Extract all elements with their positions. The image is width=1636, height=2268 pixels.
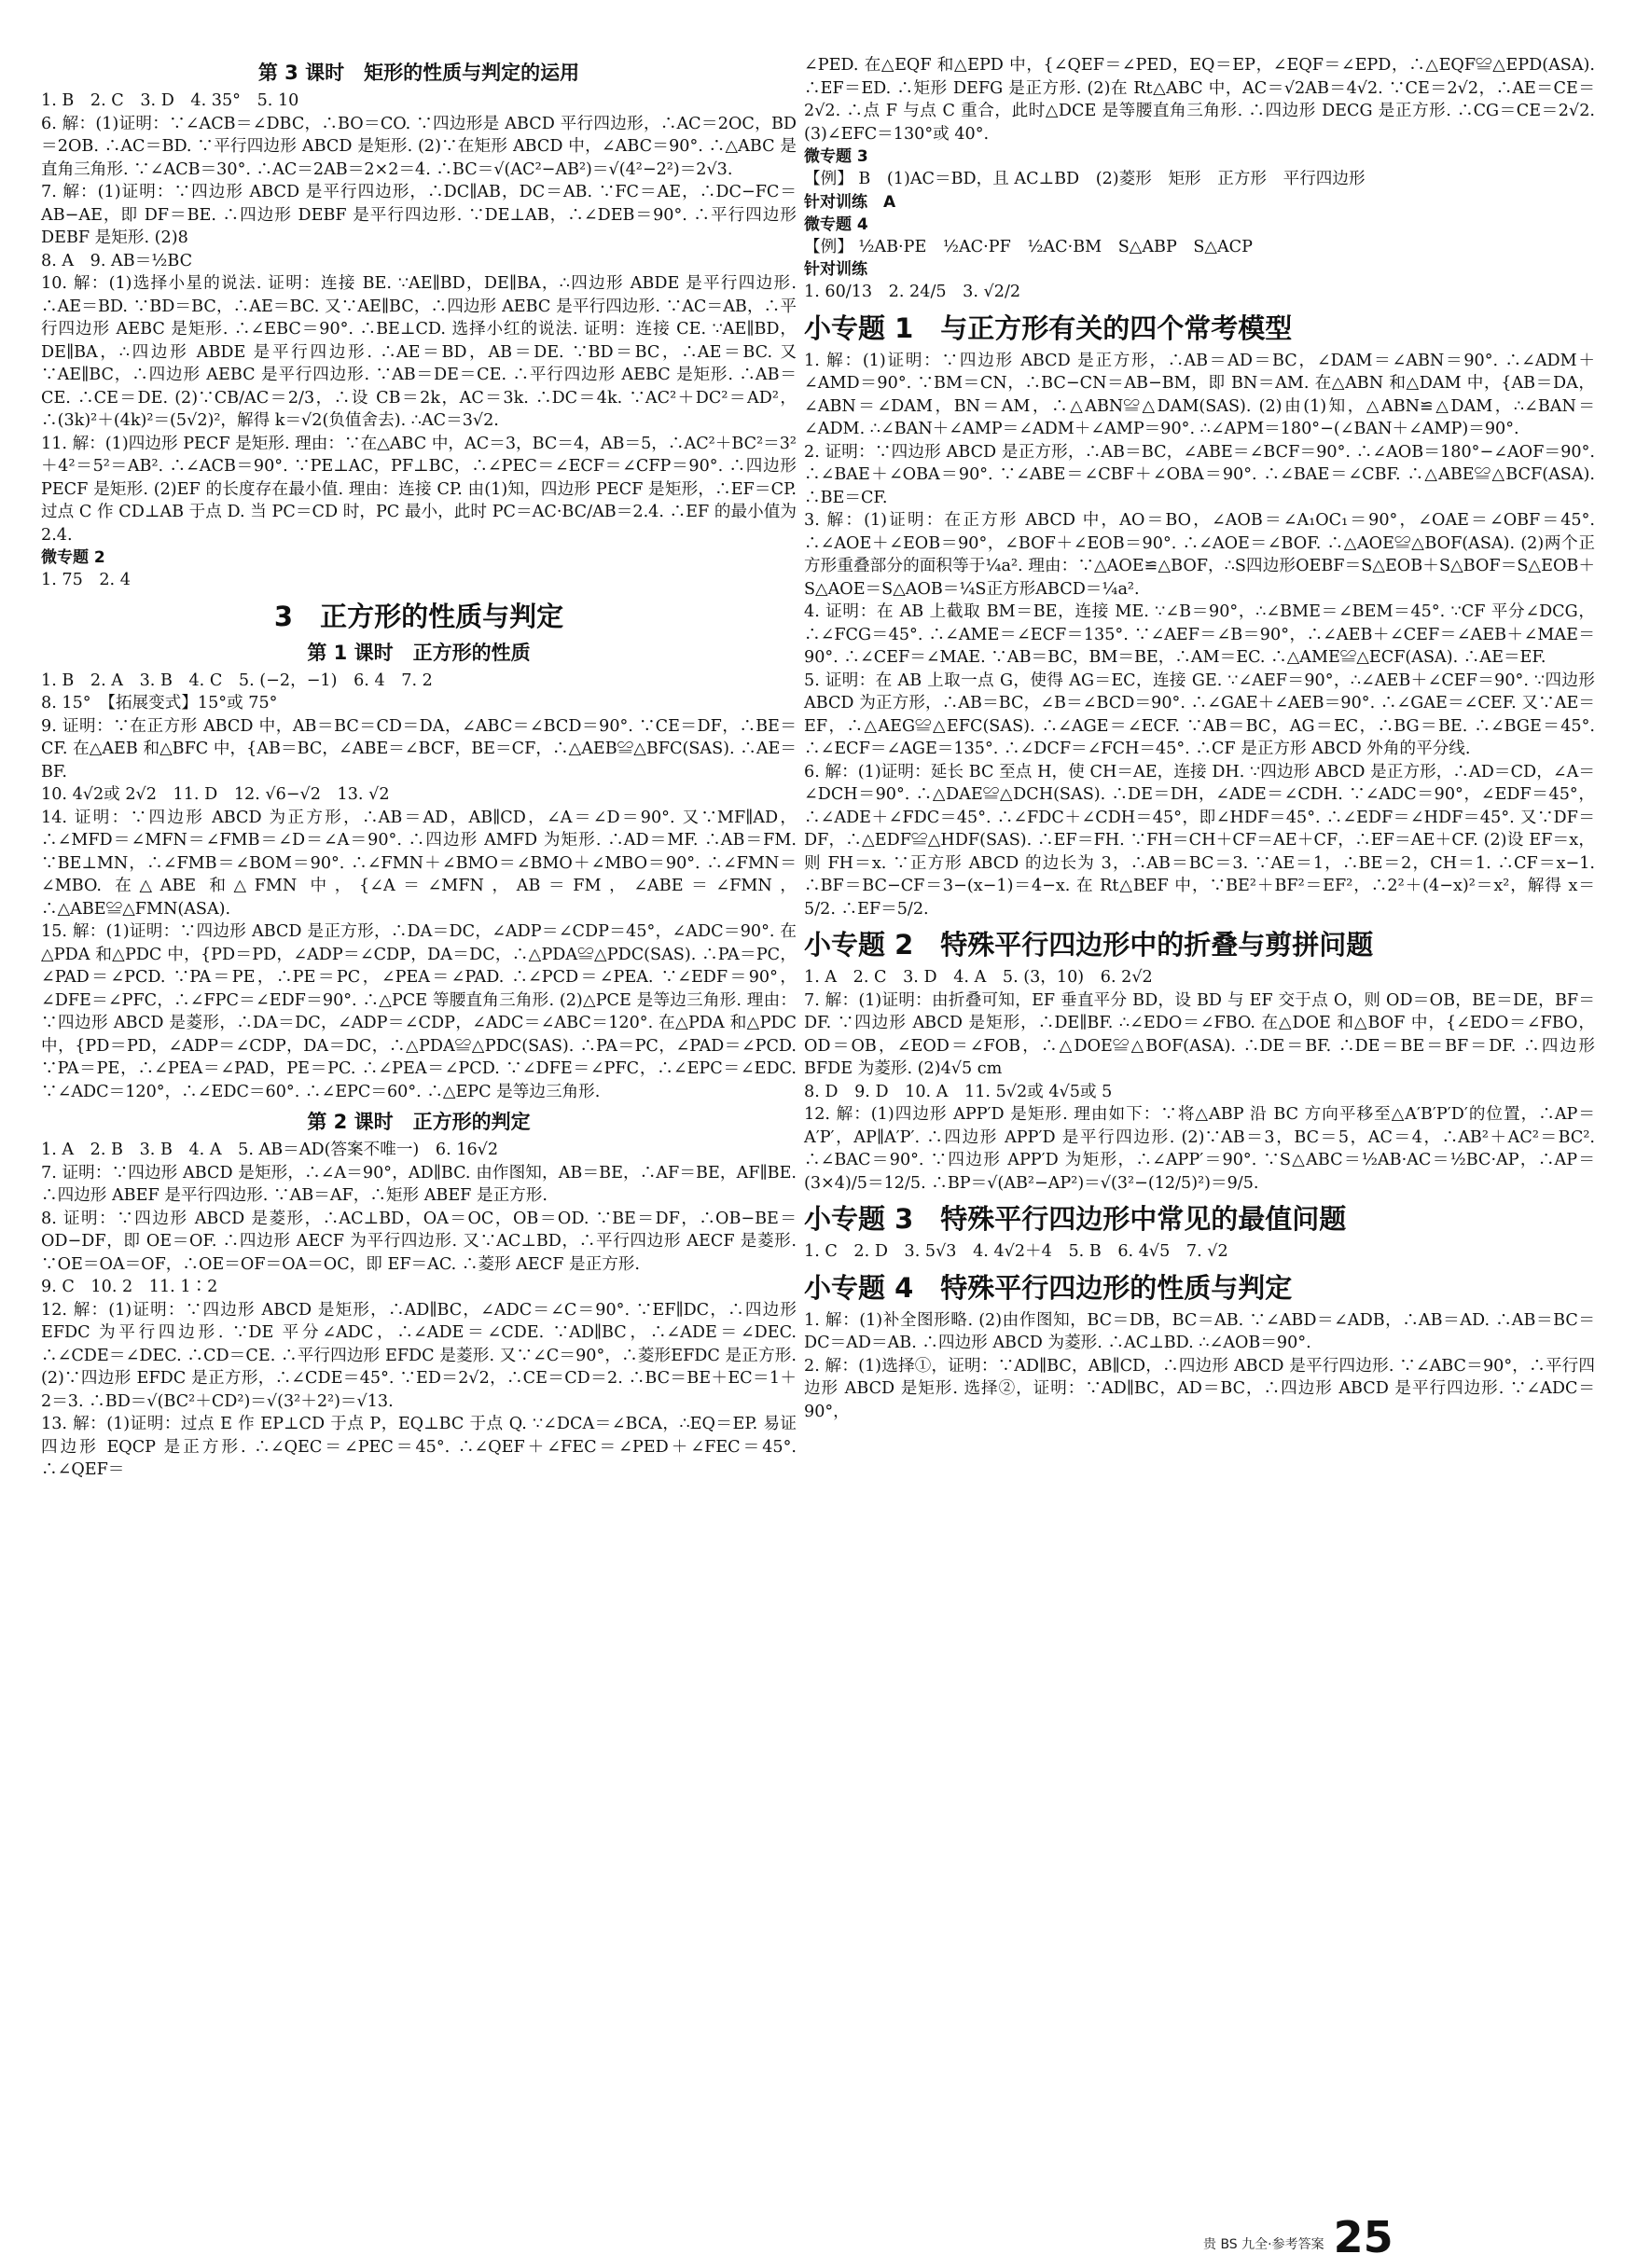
answer-paragraph: ∠PED. 在△EQF 和△EPD 中，{∠QEF＝∠PED，EQ＝EP，∠EQF＝∠EPD，∴△EQF≌△EPD(ASA). ∴EF＝ED. ∴矩形 DEFG 是正方形. (2)在 Rt△ABC 中，AC＝√2AB＝4√2. ∵CE＝2√2，∴AE＝CE＝2√2. ∴点 F 与点 C 重合，此时△DCE 是等腰直角三角形. ∴四边形 DECG 是正方形. ∴CG＝CE＝2√2. (3)∠EFC＝130°或 40°. <box>804 56 1595 144</box>
lesson-title-square-properties: 第 1 课时 正方形的性质 <box>307 641 531 664</box>
lesson-title-rect-application: 第 3 课时 矩形的性质与判定的运用 <box>257 62 580 84</box>
answer-paragraph: 1. 75 2. 4 <box>41 571 131 589</box>
answer-paragraph: 6. 解：(1)证明：延长 BC 至点 H，使 CH＝AE，连接 DH. ∵四边形 ABCD 是正方形，∴AD＝CD，∠A＝∠DCH＝90°. ∴△DAE≌△DCH(SAS). ∴DE＝DH，∠ADE＝∠CDH. ∵∠ADC＝90°，∠EDF＝45°，∴∠ADE＋∠FDC＝45°. ∴∠FDC＋∠CDH＝45°，即∠HDF＝45°. ∴∠EDF＝∠HDF＝45°. 又∵DF＝DF，∴△EDF≌△HDF(SAS). ∴EF＝FH. ∵FH＝CH＋CF＝AE＋CF，∴EF＝AE＋CF. (2)设 EF＝x，则 FH＝x. ∵正方形 ABCD 的边长为 3，∴AB＝BC＝3. ∵AE＝1，∴BE＝2，CH＝1. ∴CF＝x−1. ∴BF＝BC−CF＝3−(x−1)＝4−x. 在 Rt△BEF 中，∵BE²＋BF²＝EF²，∴2²＋(4−x)²＝x²，解得 x＝5/2. ∴EF＝5/2. <box>804 762 1595 919</box>
topic-title-2: 小专题 2 特殊平行四边形中的折叠与剪拼问题 <box>804 929 1374 961</box>
page-number: 25 <box>1333 2212 1393 2262</box>
practice-heading: 针对训练 A <box>804 192 896 212</box>
answer-paragraph: 7. 解：(1)证明：由折叠可知，EF 垂直平分 BD，设 BD 与 EF 交于点 O，则 OD＝OB，BE＝DE，BF＝DF. ∵四边形 ABCD 是矩形，∴DE∥BF. ∴∠EDO＝∠FBO. 在△DOE 和△BOF 中，{∠EDO＝∠FBO，OD＝OB，∠EOD＝∠FOB，∴△DOE≌△BOF(ASA). ∴DE＝BF. ∴DE＝BE＝BF＝DF. ∴四边形 BFDE 为菱形. (2)4√5 cm <box>804 990 1595 1078</box>
answer-paragraph: 12. 解：(1)证明：∵四边形 ABCD 是矩形，∴AD∥BC，∠ADC＝∠C＝90°. ∵EF∥DC，∴四边形 EFDC 为平行四边形. ∵DE 平分∠ADC，∴∠ADE＝∠CDE. ∵AD∥BC，∴∠ADE＝∠DEC. ∴∠CDE＝∠DEC. ∴CD＝CE. ∴平行四边形 EFDC 是菱形. 又∵∠C＝90°，∴菱形EFDC 是正方形. (2)∵四边形 EFDC 是正方形，∴∠CDE＝45°. ∵ED＝2√2，∴CE＝CD＝2. ∴BC＝BE＋EC＝1＋2＝3. ∴BD＝√(BC²＋CD²)＝√(3²＋2²)＝√13. <box>41 1300 797 1411</box>
answer-paragraph: 11. 解：(1)四边形 PECF 是矩形. 理由：∵在△ABC 中，AC＝3，BC＝4，AB＝5，∴AC²＋BC²＝3²＋4²＝5²＝AB². ∴∠ACB＝90°. ∵PE⊥AC，PF⊥BC，∴∠PEC＝∠ECF＝∠CFP＝90°. ∴四边形 PECF 是矩形. (2)EF 的长度存在最小值. 理由：连接 CP. 由(1)知，四边形 PECF 是矩形，∴EF＝CP. 过点 C 作 CD⊥AB 于点 D. 当 PC＝CD 时，PC 最小，此时 PC＝AC·BC/AB＝2.4. ∴EF 的最小值为 2.4. <box>41 434 797 545</box>
answer-paragraph: 7. 解：(1)证明：∵四边形 ABCD 是平行四边形，∴DC∥AB，DC＝AB. ∵FC＝AE，∴DC−FC＝AB−AE，即 DF＝BE. ∴四边形 DEBF 是平行四边形. ∵DE⊥AB，∴∠DEB＝90°. ∴平行四边形 DEBF 是矩形. (2)8 <box>41 183 797 247</box>
answer-paragraph: 10. 4√2或 2√2 11. D 12. √6−√2 13. √2 <box>41 785 390 804</box>
answer-paragraph: 8. A 9. AB＝½BC <box>41 251 193 270</box>
answer-paragraph: 1. 解：(1)补全图形略. (2)由作图知，BC＝DB，BC＝AB. ∵∠ABD＝∠ADB，∴AB＝AD. ∴AB＝BC＝DC＝AD＝AB. ∴四边形 ABCD 为菱形. ∴AC⊥BD. ∴∠AOB＝90°. <box>804 1310 1595 1352</box>
practice-heading: 针对训练 <box>804 260 867 279</box>
right-column <box>804 54 1595 1423</box>
topic-title-1: 小专题 1 与正方形有关的四个常考模型 <box>804 311 1293 344</box>
answer-paragraph: 4. 证明：在 AB 上截取 BM＝BE，连接 ME. ∵∠B＝90°，∴∠BME＝∠BEM＝45°. ∵CF 平分∠DCG，∴∠FCG＝45°. ∴∠AME＝∠ECF＝135°. ∵∠AEF＝∠B＝90°，∴∠AEB＋∠CEF＝∠AEB＋∠MAE＝90°. ∴∠CEF＝∠MAE. ∵AB＝BC，BM＝BE，∴AM＝EC. ∴△AME≌△ECF(ASA). ∴AE＝EF. <box>804 602 1595 667</box>
micro-topic-heading: 微专题 3 <box>804 147 868 166</box>
answer-paragraph: 1. B 2. C 3. D 4. 35° 5. 10 <box>41 91 299 110</box>
footer-label: 贵 BS 九全·参考答案 <box>1203 2237 1324 2252</box>
answer-paragraph: 15. 解：(1)证明：∵四边形 ABCD 是正方形，∴DA＝DC，∠ADP＝∠CDP＝45°，∠ADC＝90°. 在△PDA 和△PDC 中，{PD＝PD，∠ADP＝∠CDP，DA＝DC，∴△PDA≌△PDC(SAS). ∴PA＝PC，∠PAD＝∠PCD. ∵PA＝PE，∴PE＝PC，∠PEA＝∠PAD. ∴∠PCD＝∠PEA. ∵∠EDF＝90°，∠DFE＝∠PFC，∴∠FPC＝∠EDF＝90°. ∴△PCE 等腰直角三角形. (2)△PCE 是等边三角形. 理由：∵四边形 ABCD 是菱形，∴DA＝DC，∠ADP＝∠CDP，∠ADC＝∠ABC＝120°. 在△PDA 和△PDC 中，{PD＝PD，∠ADP＝∠CDP，DA＝DC，∴△PDA≌△PDC(SAS). ∴PA＝PC，∠PAD＝∠PCD. ∵PA＝PE，∴∠PEA＝∠PAD，PE＝PC. ∴∠PEA＝∠PCD. ∵∠DFE＝∠PFC，∴∠EPC＝∠EDC. ∵∠ADC＝120°，∴∠EDC＝60°. ∴∠EPC＝60°. ∴△EPC 是等边三角形. <box>41 922 797 1101</box>
answer-paragraph: 14. 证明：∵四边形 ABCD 为正方形，∴AB＝AD，AB∥CD，∠A＝∠D＝90°. 又∵MF∥AD，∴∠MFD＝∠MFN＝∠FMB＝∠D＝∠A＝90°. ∴四边形 AMFD 为矩形. ∴AD＝MF. ∴AB＝FM. ∵BE⊥MN，∴∠FMB＝∠BOM＝90°. ∴∠FMN＋∠BMO＝∠BMO＋∠MBO＝90°. ∴∠FMN＝∠MBO. 在△ABE 和△FMN 中，{∠A＝∠MFN，AB＝FM，∠ABE＝∠FMN，∴△ABE≌△FMN(ASA). <box>41 808 797 919</box>
answer-paragraph: 1. A 2. C 3. D 4. A 5. (3，10) 6. 2√2 <box>804 968 1153 987</box>
micro-topic-heading: 微专题 4 <box>804 214 868 234</box>
answer-paragraph: 1. 60/13 2. 24/5 3. √2/2 <box>804 283 1021 301</box>
answer-paragraph: 10. 解：(1)选择小星的说法. 证明：连接 BE. ∵AE∥BD，DE∥BA，∴四边形 ABDE 是平行四边形. ∴AE＝BD. ∵BD＝BC，∴AE＝BC. 又∵AE∥BC，∴四边形 AEBC 是平行四边形. ∵AC＝AB，∴平行四边形 AEBC 是矩形. ∴∠EBC＝90°. ∴BE⊥CD. 选择小红的说法. 证明：连接 CE. ∵AE∥BD，DE∥BA，∴四边形 ABDE 是平行四边形. ∴AE＝BD，AB＝DE. ∵BD＝BC，∴AE＝BC. 又∵AE∥BC，∴四边形 AEBC 是平行四边形. ∵AB＝DE＝CE. ∴平行四边形 AEBC 是矩形. ∴AB＝CE. ∴CE＝DE. (2)∵CB/AC＝2/3，∴设 CB＝2k，AC＝3k. ∴DC＝4k. ∵AC²＋DC²＝AD²，∴(3k)²＋(4k)²＝(5√2)²，解得 k＝√2(负值舍去). ∴AC＝3√2. <box>41 274 797 430</box>
answer-paragraph: 1. A 2. B 3. B 4. A 5. AB＝AD(答案不唯一) 6. 16√2 <box>41 1141 499 1159</box>
answer-paragraph: 8. 证明：∵四边形 ABCD 是菱形，∴AC⊥BD，OA＝OC，OB＝OD. ∵BE＝DF，∴OB−BE＝OD−DF，即 OE＝OF. ∴四边形 AECF 为平行四边形. 又∵AC⊥BD，∴平行四边形 AECF 是菱形. ∵OE＝OA＝OF，∴OE＝OF＝OA＝OC，即 EF＝AC. ∴菱形 AECF 是正方形. <box>41 1209 797 1274</box>
answer-paragraph: 1. 解：(1)证明：∵四边形 ABCD 是正方形，∴AB＝AD＝BC，∠DAM＝∠ABN＝90°. ∴∠ADM＋∠AMD＝90°. ∵BM＝CN，∴BC−CN＝AB−BM，即 BN＝AM. 在△ABN 和△DAM 中，{AB＝DA，∠ABN＝∠DAM，BN＝AM，∴△ABN≌△DAM(SAS). (2)由(1)知，△ABN≌△DAM，∴∠BAN＝∠ADM. ∴∠BAN＋∠AMP＝∠ADM＋∠AMP＝90°. ∴∠APM＝180°−(∠BAN＋∠AMP)＝90°. <box>804 351 1595 438</box>
section-title-square: 3 正方形的性质与判定 <box>273 600 564 632</box>
answer-paragraph: 6. 解：(1)证明：∵∠ACB＝∠DBC，∴BO＝CO. ∵四边形是 ABCD 平行四边形，∴AC＝2OC，BD＝2OB. ∴AC＝BD. ∵平行四边形 ABCD 是矩形. (2)∵在矩形 ABCD 中，∠ABC＝90°. ∴△ABC 是直角三角形. ∵∠ACB＝30°. ∴AC＝2AB＝2×2＝4. ∴BC＝√(AC²−AB²)＝√(4²−2²)＝2√3. <box>41 114 797 179</box>
answer-paragraph: 9. C 10. 2 11. 1∶2 <box>41 1278 218 1296</box>
answer-paragraph: 12. 解：(1)四边形 APP′D 是矩形. 理由如下：∵将△ABP 沿 BC 方向平移至△A′B′P′D′的位置，∴AP＝A′P′，AP∥A′P′. ∴四边形 APP′D 是平行四边形. (2)∵AB＝3，BC＝5，AC＝4，∴AB²＋AC²＝BC². ∴∠BAC＝90°. ∵四边形 APP′D 为矩形，∴∠APP′＝90°. ∵S△ABC＝½AB·AC＝½BC·AP，∴AP＝(3×4)/5＝12/5. ∴BP＝√(AB²−AP²)＝√(3²−(12/5)²)＝9/5. <box>804 1105 1595 1193</box>
answer-paragraph: 7. 证明：∵四边形 ABCD 是矩形，∴∠A＝90°，AD∥BC. 由作图知，AB＝BE，∴AF＝BE，AF∥BE. ∴四边形 ABEF 是平行四边形. ∵AB＝AF，∴矩形 ABEF 是正方形. <box>41 1163 797 1205</box>
answer-paragraph: 【例】 B (1)AC＝BD，且 AC⊥BD (2)菱形 矩形 正方形 平行四边形 <box>804 170 1366 188</box>
answer-paragraph: 2. 解：(1)选择①，证明：∵AD∥BC，AB∥CD，∴四边形 ABCD 是平行四边形. ∵∠ABC＝90°，∴平行四边形 ABCD 是矩形. 选择②，证明：∵AD∥BC，AD＝BC，∴四边形 ABCD 是平行四边形. ∵∠ADC＝90°， <box>804 1356 1595 1421</box>
left-column <box>41 54 797 1482</box>
answer-paragraph: 1. C 2. D 3. 5√3 4. 4√2＋4 5. B 6. 4√5 7. √2 <box>804 1242 1228 1261</box>
answer-paragraph: 13. 解：(1)证明：过点 E 作 EP⊥CD 于点 P，EQ⊥BC 于点 Q. ∵∠DCA＝∠BCA，∴EQ＝EP. 易证四边形 EQCP 是正方形. ∴∠QEC＝∠PEC＝45°. ∴∠QEF＋∠FEC＝∠PED＋∠FEC＝45°. ∴∠QEF＝ <box>41 1415 797 1479</box>
topic-title-4: 小专题 4 特殊平行四边形的性质与判定 <box>804 1271 1293 1304</box>
answer-paragraph: 8. D 9. D 10. A 11. 5√2或 4√5或 5 <box>804 1082 1113 1101</box>
lesson-title-square-determination: 第 2 课时 正方形的判定 <box>307 1111 531 1133</box>
answer-paragraph: 1. B 2. A 3. B 4. C 5. (−2，−1) 6. 4 7. 2 <box>41 671 433 690</box>
answer-paragraph: 【例】 ½AB·PE ½AC·PF ½AC·BM S△ABP S△ACP <box>804 237 1253 256</box>
answer-paragraph: 5. 证明：在 AB 上取一点 G，使得 AG＝EC，连接 GE. ∵∠AEF＝90°，∴∠AEB＋∠CEF＝90°. ∵四边形 ABCD 为正方形，∴AB＝BC，∠B＝∠BCD＝90°. ∴∠GAE＋∠AEB＝90°. ∴∠GAE＝∠CEF. 又∵AE＝EF，∴△AEG≌△EFC(SAS). ∴∠AGE＝∠ECF. ∵AB＝BC，AG＝EC，∴BG＝BE. ∴∠BGE＝45°. ∴∠ECF＝∠AGE＝135°. ∴∠DCF＝∠FCH＝45°. ∴CF 是正方形 ABCD 外角的平分线. <box>804 671 1595 758</box>
answer-paragraph: 8. 15° 【拓展变式】15°或 75° <box>41 694 278 712</box>
topic-title-3: 小专题 3 特殊平行四边形中常见的最值问题 <box>804 1203 1347 1235</box>
answer-paragraph: 3. 解：(1)证明：在正方形 ABCD 中，AO＝BO，∠AOB＝∠A₁OC₁＝90°，∠OAE＝∠OBF＝45°. ∴∠AOE＋∠EOB＝90°，∠BOF＋∠EOB＝90°. ∴∠AOE＝∠BOF. ∴△AOE≌△BOF(ASA). (2)两个正方形重叠部分的面积等于¼a². 理由：∵△AOE≌△BOF，∴S四边形OEBF＝S△EOB＋S△BOF＝S△EOB＋S△AOE＝S△AOB＝¼S正方形ABCD＝¼a². <box>804 511 1595 599</box>
answer-paragraph: 9. 证明：∵在正方形 ABCD 中，AB＝BC＝CD＝DA，∠ABC＝∠BCD＝90°. ∵CE＝DF，∴BE＝CF. 在△AEB 和△BFC 中，{AB＝BC，∠ABE＝∠BCF，BE＝CF，∴△AEB≌△BFC(SAS). ∴AE＝BF. <box>41 716 797 781</box>
page-footer <box>1203 2212 1393 2262</box>
answer-paragraph: 2. 证明：∵四边形 ABCD 是正方形，∴AB＝BC，∠ABE＝∠BCF＝90°. ∴∠AOB＝180°−∠AOF＝90°. ∴∠BAE＋∠OBA＝90°. ∵∠ABE＝∠CBF＋∠OBA＝90°. ∴∠BAE＝∠CBF. ∴△ABE≌△BCF(ASA). ∴BE＝CF. <box>804 442 1595 507</box>
micro-topic-heading: 微专题 2 <box>41 548 105 567</box>
